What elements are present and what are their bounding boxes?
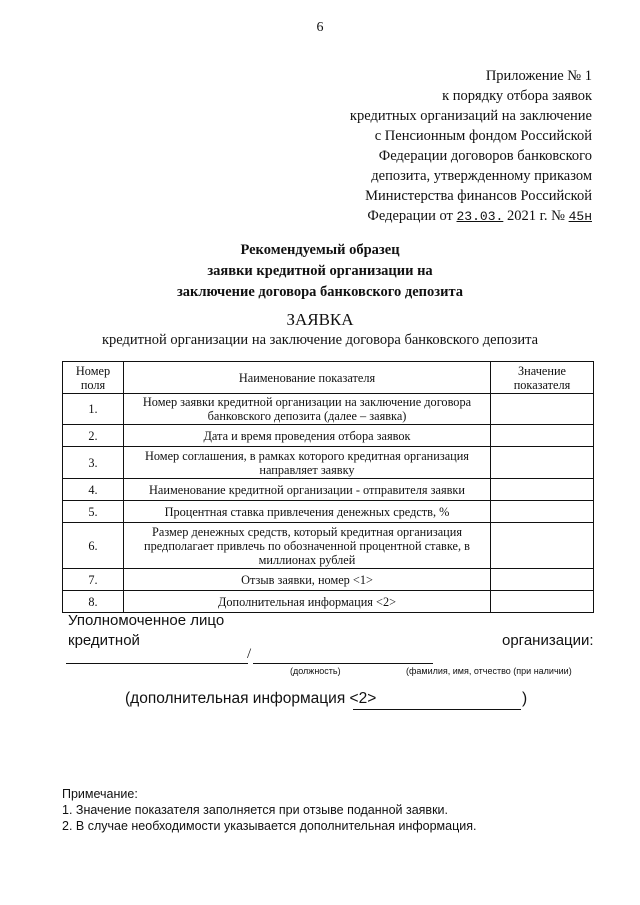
row-value[interactable] <box>491 425 594 447</box>
sample-title-line: заявки кредитной организации на <box>207 263 433 279</box>
sample-title-line: заключение договора банковского депозита <box>176 284 464 300</box>
row-value[interactable] <box>491 447 594 479</box>
signature-label-line1: Уполномоченное лицо <box>68 612 225 629</box>
table-header-row <box>63 362 594 394</box>
appendix-year: 2021 г. № <box>506 208 565 224</box>
appendix-line: Федерации договоров банковского <box>378 148 592 164</box>
signature-slash: / <box>247 646 252 662</box>
row-name: Размер денежных средств, который кредитная организация предполагает привлечь по обозначенной процентной ставке, в миллионах рублей <box>124 523 491 569</box>
page-number: 6 <box>316 20 324 35</box>
notes-block <box>62 786 476 834</box>
appendix-line: с Пенсионным фондом Российской <box>374 128 592 144</box>
additional-info-label: (дополнительная информация <2> <box>125 690 377 707</box>
additional-info-close: ) <box>522 690 528 707</box>
row-number: 8. <box>63 591 124 613</box>
table-row <box>63 479 594 501</box>
table-row <box>63 447 594 479</box>
signature-label-line2: кредитной <box>68 632 140 649</box>
table-row <box>63 425 594 447</box>
row-value[interactable] <box>491 479 594 501</box>
row-value[interactable] <box>491 591 594 613</box>
header-indicator-name: Наименование показателя <box>124 362 491 394</box>
row-number: 2. <box>63 425 124 447</box>
appendix-line: к порядку отбора заявок <box>442 88 592 104</box>
form-subtitle: кредитной организации на заключение договора банковского депозита <box>101 332 539 348</box>
appendix-date: 23.03. <box>456 209 504 224</box>
row-number: 6. <box>63 523 124 569</box>
appendix-line: кредитных организаций на заключение <box>349 108 592 124</box>
header-indicator-value: Значение показателя <box>491 362 594 394</box>
table-row <box>63 569 594 591</box>
row-name: Наименование кредитной организации - отправителя заявки <box>124 479 491 501</box>
position-field-line[interactable] <box>66 663 248 664</box>
appendix-block <box>292 66 592 227</box>
row-number: 4. <box>63 479 124 501</box>
sample-title-line: Рекомендуемый образец <box>240 242 400 258</box>
table-row <box>63 523 594 569</box>
row-name: Номер соглашения, в рамках которого кредитная организация направляет заявку <box>124 447 491 479</box>
caption-position: (должность) <box>290 666 341 676</box>
row-number: 5. <box>63 501 124 523</box>
additional-info-line[interactable] <box>353 709 521 710</box>
table-row <box>63 501 594 523</box>
caption-full-name: (фамилия, имя, отчество (при наличии) <box>406 666 572 676</box>
row-name: Процентная ставка привлечения денежных средств, % <box>124 501 491 523</box>
appendix-order-number: 45н <box>568 209 592 224</box>
row-number: 1. <box>63 394 124 425</box>
row-value[interactable] <box>491 394 594 425</box>
note-item: 2. В случае необходимости указывается дополнительная информация. <box>62 819 477 833</box>
table-row <box>63 591 594 613</box>
appendix-line: депозита, утвержденному приказом <box>371 168 592 184</box>
appendix-date-prefix: Федерации от <box>367 208 453 224</box>
note-item: 1. Значение показателя заполняется при отзыве поданной заявки. <box>62 803 448 817</box>
header-field-number: Номер поля <box>63 362 124 394</box>
application-table <box>62 361 594 613</box>
row-name: Дата и время проведения отбора заявок <box>124 425 491 447</box>
row-value[interactable] <box>491 569 594 591</box>
row-value[interactable] <box>491 523 594 569</box>
row-value[interactable] <box>491 501 594 523</box>
signature-label-organization: организации: <box>502 632 594 649</box>
row-name: Дополнительная информация <2> <box>124 591 491 613</box>
row-number: 3. <box>63 447 124 479</box>
row-name: Отзыв заявки, номер <1> <box>124 569 491 591</box>
table-row <box>63 394 594 425</box>
notes-title: Примечание: <box>62 787 138 801</box>
sample-title <box>0 240 640 303</box>
appendix-line: Министерства финансов Российской <box>365 188 592 204</box>
name-field-line[interactable] <box>253 663 433 664</box>
form-title: ЗАЯВКА <box>286 310 354 329</box>
appendix-date-line <box>292 206 592 227</box>
appendix-line: Приложение № 1 <box>485 68 592 84</box>
row-name: Номер заявки кредитной организации на заключение договора банковского депозита (далее – заявка) <box>124 394 491 425</box>
row-number: 7. <box>63 569 124 591</box>
